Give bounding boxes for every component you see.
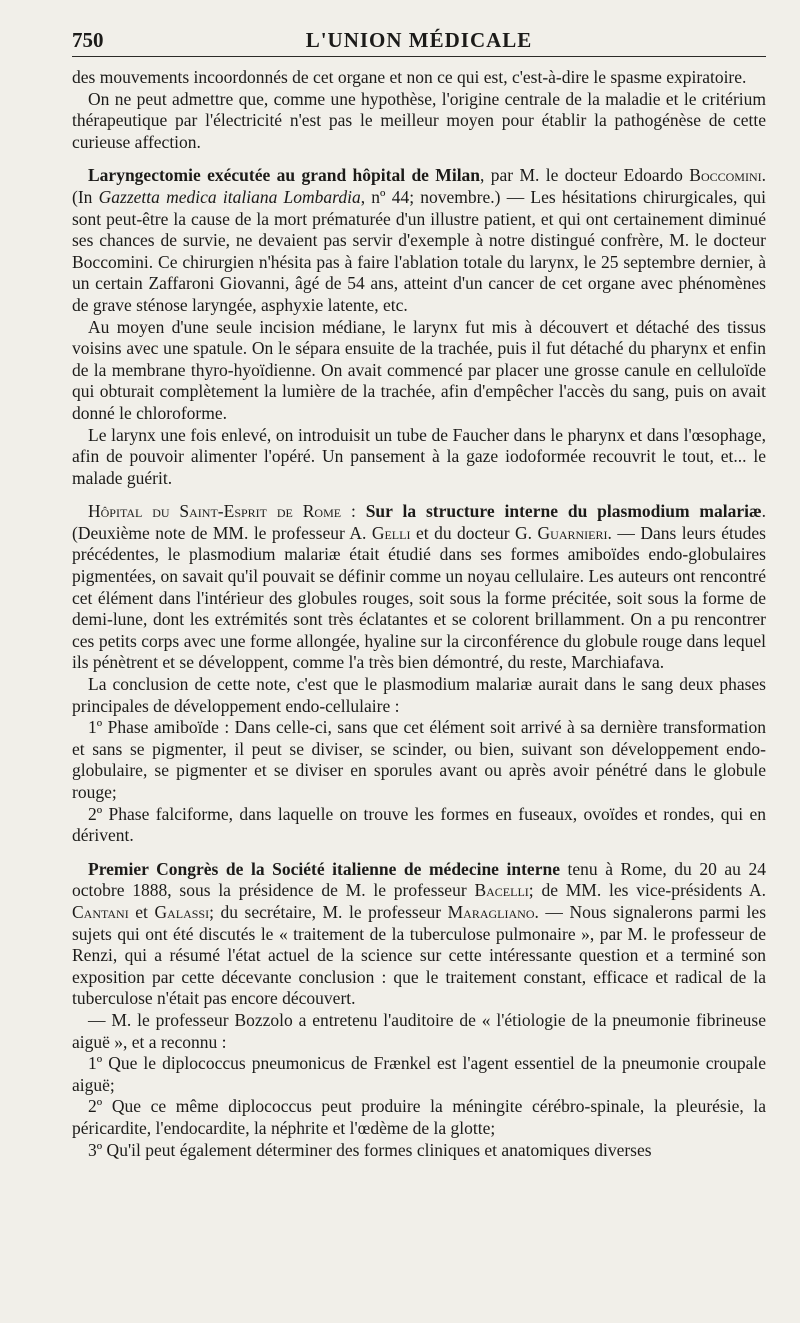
article-plasmodium: Hôpital du Saint-Esprit de Rome : Sur la structure interne du plasmodium malariæ. (Deuxième note de MM. le professeur A. Gelli et du docteur G. Guarnieri. — Dans leurs études précédentes, le plasmodium malariæ était étudié dans ses formes amiboïdes endo-globulaires pigmentées, on savait qu'il pouvait se définir comme un noyau cellulaire. Les auteurs ont rencontré cet élément dans l'intérieur des globules rouges, soit sous la forme précitée, soit sous la forme de demi-lune, dont les extrémités sont très éclatantes et se colorent brillamment. On a pu rencontrer ces petits corps avec une forme allongée, hyaline sur la circonférence du globule rouge dans lequel ils pénètrent et se développent, comme l'a très bien démontré, du reste, Marchiafava. <box>72 501 767 673</box>
article-title: Sur la structure interne du plasmodium malariæ <box>365 501 762 522</box>
author-name: Boccomini <box>689 165 762 186</box>
person-name: Galassi <box>154 901 210 922</box>
person-name: Bacelli <box>474 880 529 901</box>
list-item: 2º Phase falciforme, dans laquelle on trouve les formes en fuseaux, ovoïdes et rondes, qui en dérivent. <box>72 803 766 846</box>
list-item: 2º Que ce même diplococcus peut produire la méningite cérébro-spinale, la pleurésie, la péricardite, l'endocardite, la néphrite et l'œdème de la glotte; <box>72 1096 766 1138</box>
paragraph: Au moyen d'une seule incision médiane, le larynx fut mis à découvert et détaché des tissus voisins avec une spatule. On le sépara ensuite de la trachée, puis il fut détaché du pharynx et enfin de la membrane thyro-hyoïdienne. On avait commencé par placer une grosse canule en celluloïde qui obturait complètement la lumière de la trachée, afin d'empêcher l'accès du sang, puis on avait donné le chloroforme. <box>72 316 766 423</box>
article-title: Premier Congrès de la Société italienne de médecine interne <box>88 858 560 879</box>
list-item: 1º Que le diplococcus pneumonicus de Frænkel est l'agent essentiel de la pneumonie croupale aiguë; <box>72 1053 766 1095</box>
person-name: Cantani <box>72 901 129 922</box>
article-congres: Premier Congrès de la Société italienne de médecine interne tenu à Rome, du 20 au 24 octobre 1888, sous la présidence de M. le professeur Bacelli; de MM. les vice-présidents A. Cantani et Galassi; du secrétaire, M. le professeur Maragliano. — Nous signalerons parmi les sujets qui ont été discutés le « traitement de la tuberculose pulmonaire », par M. le professeur de Renzi, qui a résumé l'état actuel de la science sur cette intéressante question et a terminé son exposition par cette décevante conclusion : que le traitement constant, efficace et radical de la tuberculose n'était pas encore découvert. <box>72 858 767 1009</box>
list-item: 1º Phase amiboïde : Dans celle-ci, sans que cet élément soit arrivé à sa dernière transformation et sans se pigmenter, il peut se diviser, se scinder, ou bien, suivant son développement endo-globulaire, se pigmenter et se diviser en sporules avant ou après avoir pénétré dans le globule rouge; <box>72 717 766 802</box>
article-laryngectomie: Laryngectomie exécutée au grand hôpital de Milan, par M. le docteur Edoardo Boccomini. (In Gazzetta medica italiana Lombardia, nº 44; novembre.) — Les hésitations chirurgicales, qui sont peut-être la cause de la mort prématurée d'un illustre patient, et qui ont certainement diminué ses chances de survie, ne devaient pas servir d'exemple à notre distingué confrère, M. le docteur Boccomini. Ce chirurgien n'hésita pas à faire l'ablation totale du larynx, le 25 septembre dernier, à un certain Zaffaroni Giovanni, âgé de 54 ans, atteint d'un cancer de cet organe avec phénomènes de grave sténose laryngée, asphyxie latente, etc. <box>72 165 766 315</box>
running-header <box>72 24 766 57</box>
paragraph: — M. le professeur Bozzolo a entretenu l'auditoire de « l'étiologie de la pneumonie fibrineuse aiguë », et a reconnu : <box>72 1009 766 1052</box>
author-name: Guarnieri <box>537 522 608 543</box>
paragraph: On ne peut admettre que, comme une hypothèse, l'origine centrale de la maladie et le critérium thérapeutique par l'électricité n'est pas le meilleur moyen pour établir la pathogénèse de cette curieuse affection. <box>72 88 766 152</box>
person-name: Maragliano <box>447 901 535 922</box>
journal-title: L'UNION MÉDICALE <box>305 28 533 52</box>
journal-citation: Gazzetta medica italiana Lombardia <box>98 186 361 207</box>
paragraph-continuation: des mouvements incoordonnés de cet organe et non ce qui est, c'est-à-dire le spasme expiratoire. <box>72 67 747 87</box>
page-number: 750 <box>72 28 104 52</box>
author-name: Gelli <box>371 522 411 543</box>
article-title: Laryngectomie exécutée au grand hôpital de Milan <box>88 165 481 186</box>
paragraph: Le larynx une fois enlevé, on introduisit un tube de Faucher dans le pharynx et dans l'œsophage, afin de pouvoir alimenter l'opéré. Un pansement à la gaze iodoformée recouvrit le tout, et... le malade guérit. <box>72 424 766 488</box>
hospital-name: Hôpital du Saint-Esprit de Rome <box>88 501 342 522</box>
paragraph: La conclusion de cette note, c'est que le plasmodium malariæ aurait dans le sang deux phases principales de développement endo-cellulaire : <box>72 674 766 716</box>
list-item: 3º Qu'il peut également déterminer des formes cliniques et anatomiques diverses <box>88 1139 652 1160</box>
